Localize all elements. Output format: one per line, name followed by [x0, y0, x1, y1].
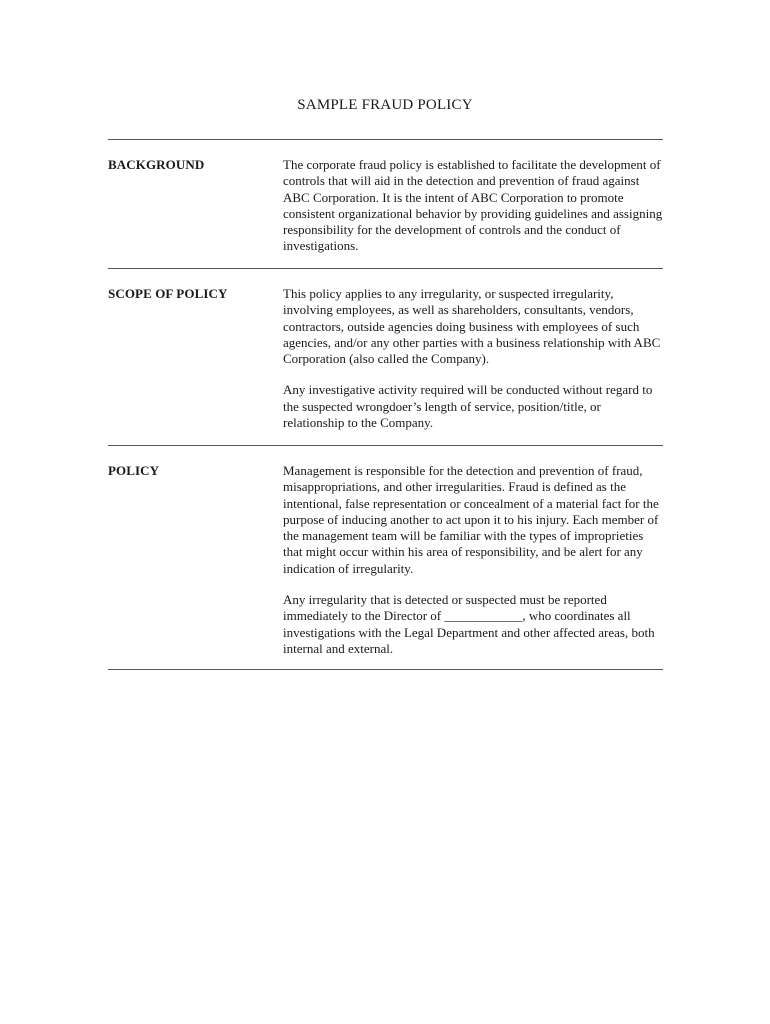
section-divider	[108, 669, 663, 670]
paragraph: Any investigative activity required will be conducted without regard to the suspected wrongdoer’s length of service, position/title, or relationship to the Company.	[283, 382, 653, 431]
section-body-background	[283, 157, 663, 255]
section-divider	[108, 139, 663, 140]
section-body-policy	[283, 463, 663, 657]
section-heading-scope-of-policy: SCOPE OF POLICY	[108, 286, 228, 301]
paragraph: Any irregularity that is detected or suspected must be reported immediately to the Director of ____________, who coordinates all investigations with the Legal Department and other affected areas, both internal and external.	[283, 592, 655, 656]
section-heading-policy: POLICY	[108, 463, 160, 478]
paragraph: This policy applies to any irregularity, or suspected irregularity, involving employees, as well as shareholders, consultants, vendors, contractors, outside agencies doing business with employees of such agencies, and/or any other parties with a business relationship with ABC Corporation (also called the Company).	[283, 286, 661, 367]
section-heading-background: BACKGROUND	[108, 157, 205, 172]
section-body-scope-of-policy	[283, 286, 663, 431]
paragraph: Management is responsible for the detection and prevention of fraud, misappropriations, and other irregularities. Fraud is defined as the intentional, false representation or concealment of a material fact for the purpose of inducing another to act upon it to his injury. Each member of the management team will be familiar with the types of improprieties that might occur within his area of responsibility, and be alert for any indication of irregularity.	[283, 463, 659, 576]
document-title: SAMPLE FRAUD POLICY	[297, 97, 473, 113]
section-divider	[108, 445, 663, 446]
section-divider	[108, 268, 663, 269]
paragraph: The corporate fraud policy is established to facilitate the development of controls that will aid in the detection and prevention of fraud against ABC Corporation. It is the intent of ABC Corporation to promote consistent organizational behavior by providing guidelines and assigning responsibility for the development of controls and the conduct of investigations.	[283, 157, 663, 254]
